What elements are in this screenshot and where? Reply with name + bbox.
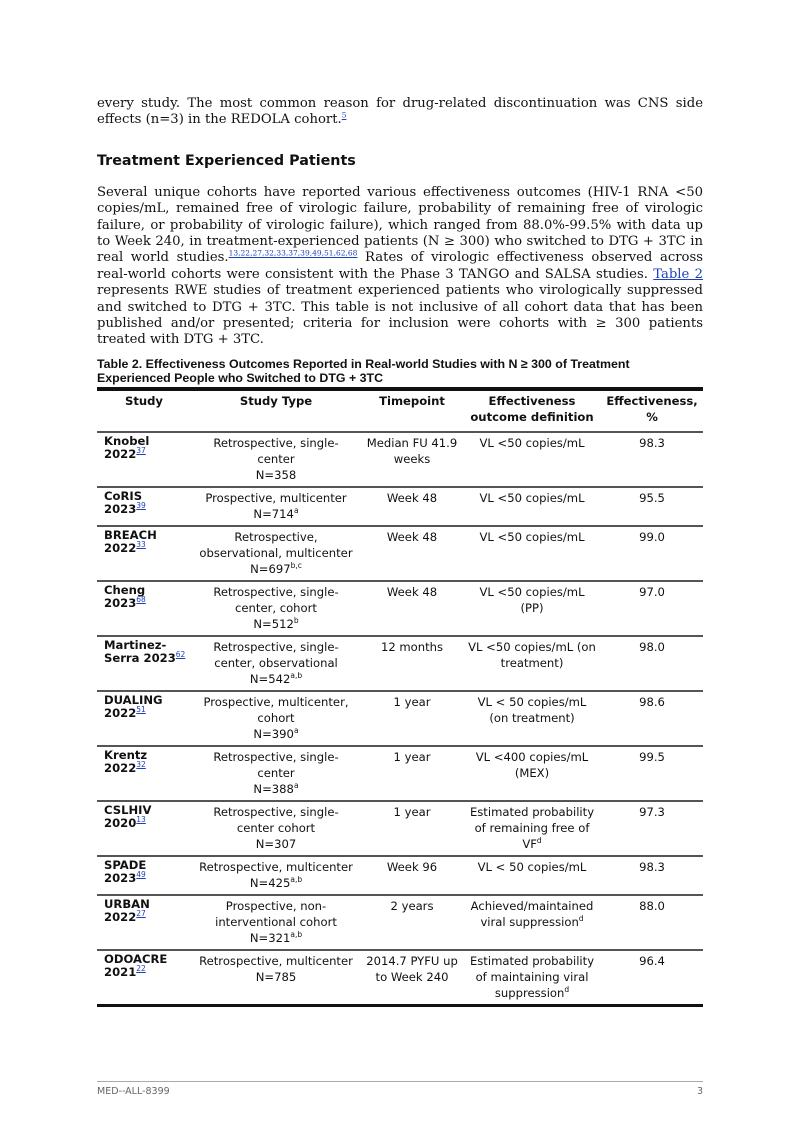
sample-size-value: N=714: [253, 506, 294, 521]
timepoint-cell: 1 year: [393, 804, 431, 819]
sample-size-footnote: a,b: [290, 875, 303, 885]
study-reference-link[interactable]: 39: [136, 501, 146, 511]
sample-size-value: N=358: [255, 467, 297, 482]
outcome-text: VL <50 copies/mL (PP): [479, 584, 585, 615]
sample-size-footnote: a,b: [290, 930, 303, 940]
study-type-cell: [191, 581, 361, 636]
study-name: Krentz 2022: [104, 747, 148, 775]
study-cell: [97, 487, 191, 526]
outcome-text: Achieved/maintained viral suppression: [470, 898, 594, 929]
outcome-cell: [463, 746, 601, 801]
study-cell: [97, 432, 191, 487]
outcome-footnote: d: [536, 836, 542, 846]
outcome-cell: [463, 487, 601, 526]
outcome-cell: [463, 801, 601, 856]
study-cell: [97, 950, 191, 1006]
sample-size: [195, 781, 357, 797]
table-caption: Table 2. Effectiveness Outcomes Reported in Real-world Studies with N ≥ 300 of Treatment Experienced People who Switched to DTG + 3TC: [97, 356, 630, 385]
table-row: [97, 950, 703, 1006]
timepoint-cell: 1 year: [393, 694, 431, 709]
table-row: [97, 636, 703, 691]
main-text-2: Rates of virologic effectiveness observed across real-world cohorts were consistent with the Phase 3 TANGO and SALSA studies.: [97, 250, 703, 282]
study-type-cell: [191, 691, 361, 746]
study-type-cell: [191, 526, 361, 581]
study-reference-link[interactable]: 27: [136, 909, 146, 919]
study-cell: [97, 856, 191, 895]
sample-size-footnote: b,c: [290, 561, 302, 571]
study-name: URBAN 2022: [104, 896, 150, 924]
header-timepoint: Timepoint: [379, 393, 445, 408]
outcome-cell: [463, 895, 601, 950]
outcome-text: Estimated probability of maintaining viral suppression: [469, 953, 595, 1000]
page-footer: [97, 1081, 703, 1097]
table-row: [97, 487, 703, 526]
sample-size: [195, 467, 357, 483]
sample-size: [195, 836, 357, 852]
timepoint-cell: Week 48: [386, 529, 438, 544]
study-cell: [97, 691, 191, 746]
sample-size-value: N=785: [255, 969, 297, 984]
effectiveness-cell: 88.0: [639, 898, 665, 913]
study-type-cell: [191, 801, 361, 856]
study-reference-link[interactable]: 49: [136, 870, 146, 880]
outcome-footnote: d: [564, 985, 570, 995]
page-number: 3: [696, 1086, 703, 1097]
table-row: [97, 856, 703, 895]
timepoint-cell: Week 48: [386, 584, 438, 599]
table-row: [97, 526, 703, 581]
study-reference-link[interactable]: 33: [136, 540, 146, 550]
table-row: [97, 581, 703, 636]
table-2-link[interactable]: Table 2: [653, 266, 703, 282]
sample-size-value: N=512: [253, 616, 294, 631]
study-cell: [97, 581, 191, 636]
outcome-cell: [463, 691, 601, 746]
effectiveness-cell: 98.6: [639, 694, 665, 709]
study-reference-link[interactable]: 32: [136, 760, 146, 770]
sample-size-footnote: a,b: [290, 671, 303, 681]
timepoint-cell: 2 years: [390, 898, 434, 913]
effectiveness-cell: 97.0: [639, 584, 665, 599]
outcome-cell: [463, 432, 601, 487]
outcome-footnote: d: [578, 914, 584, 924]
study-type: Retrospective, single-center: [213, 749, 339, 780]
effectiveness-cell: 96.4: [639, 953, 665, 968]
sample-size-value: N=425: [249, 875, 291, 890]
timepoint-cell: 2014.7 PYFU up to Week 240: [366, 953, 458, 984]
outcome-text: VL <50 copies/mL: [479, 435, 585, 450]
sample-size-value: N=542: [249, 671, 291, 686]
study-cell: [97, 801, 191, 856]
outcome-cell: [463, 636, 601, 691]
study-type: Retrospective, single-center, observational: [213, 639, 339, 670]
sample-size-footnote: a: [293, 726, 299, 736]
sample-size: [195, 930, 357, 946]
sample-size-value: N=697: [250, 561, 291, 576]
study-cell: [97, 895, 191, 950]
sample-size: [195, 671, 357, 687]
sample-size: [195, 969, 357, 985]
table-row: [97, 691, 703, 746]
timepoint-cell: 12 months: [380, 639, 444, 654]
study-type: Retrospective, single-center, cohort: [213, 584, 339, 615]
outcome-text: VL < 50 copies/mL: [477, 859, 587, 874]
study-reference-link[interactable]: 68: [136, 595, 146, 605]
study-name: CSLHIV 2020: [104, 802, 152, 830]
sample-size: [195, 506, 357, 522]
table-row: [97, 801, 703, 856]
sample-size-value: N=390: [253, 726, 294, 741]
sample-size-footnote: b: [293, 616, 299, 626]
study-cell: [97, 636, 191, 691]
effectiveness-cell: 99.0: [639, 529, 665, 544]
page-content: [97, 96, 703, 1007]
table-body: [97, 432, 703, 1006]
outcome-text: VL <50 copies/mL: [479, 490, 585, 505]
study-name: Cheng 2023: [104, 582, 146, 610]
intro-text: every study. The most common reason for drug-related discontinuation was CNS side effects (n=3) in the REDOLA cohort.: [97, 96, 703, 128]
study-type-cell: [191, 487, 361, 526]
study-type: Retrospective, single-center cohort: [213, 804, 339, 835]
study-type: Prospective, non-interventional cohort: [215, 898, 337, 929]
study-reference-link[interactable]: 13: [136, 815, 146, 825]
table-row: [97, 895, 703, 950]
document-id: MED--ALL-8399: [97, 1086, 170, 1097]
study-type: Retrospective, single-center: [213, 435, 339, 466]
table-row: [97, 432, 703, 487]
study-type-cell: [191, 636, 361, 691]
study-type: Retrospective, multicenter: [199, 859, 353, 874]
study-type-cell: [191, 432, 361, 487]
study-type: Prospective, multicenter, cohort: [203, 694, 349, 725]
section-heading: Treatment Experienced Patients: [97, 152, 356, 169]
timepoint-cell: Median FU 41.9 weeks: [366, 435, 458, 466]
effectiveness-cell: 95.5: [639, 490, 665, 505]
effectiveness-table: [97, 387, 703, 1007]
outcome-text: VL <400 copies/mL (MEX): [475, 749, 589, 780]
study-type: Prospective, multicenter: [205, 490, 347, 505]
study-type-cell: [191, 746, 361, 801]
effectiveness-cell: 97.3: [639, 804, 665, 819]
sample-size: [195, 726, 357, 742]
table-row: [97, 746, 703, 801]
sample-size-footnote: a: [293, 781, 299, 791]
timepoint-cell: Week 48: [386, 490, 438, 505]
study-type: Retrospective, multicenter: [199, 953, 353, 968]
outcome-cell: [463, 950, 601, 1006]
table-header-row: [97, 389, 703, 432]
study-reference-link[interactable]: 37: [136, 446, 146, 456]
main-text-3: represents RWE studies of treatment experienced patients who virologically suppressed and switched to DTG + 3TC. This table is not inclusive of all cohort data that has been published and/or presented; criteria for inclusion were cohorts with ≥ 300 patients treated with DTG + 3TC.: [97, 283, 703, 348]
reference-link[interactable]: 5: [341, 111, 347, 121]
timepoint-cell: Week 96: [386, 859, 438, 874]
study-type: Retrospective, observational, multicenter: [199, 529, 353, 560]
sample-size-value: N=388: [253, 781, 294, 796]
sample-size-value: N=307: [255, 836, 297, 851]
sample-size-value: N=321: [249, 930, 291, 945]
main-paragraph: [97, 185, 703, 349]
study-name: DUALING 2022: [104, 692, 163, 720]
study-cell: [97, 526, 191, 581]
study-name: BREACH 2022: [104, 527, 157, 555]
outcome-text: Estimated probability of remaining free of VF: [469, 804, 595, 851]
reference-links[interactable]: 13,22,27,32,33,37,39,49,51,62,68: [228, 249, 358, 259]
sample-size: [195, 561, 357, 577]
study-cell: [97, 746, 191, 801]
outcome-text: VL <50 copies/mL: [479, 529, 585, 544]
study-name: Knobel 2022: [104, 433, 150, 461]
outcome-cell: [463, 856, 601, 895]
header-outcome-definition: Effectiveness outcome definition: [470, 393, 594, 424]
outcome-cell: [463, 526, 601, 581]
sample-size: [195, 875, 357, 891]
effectiveness-cell: 98.0: [639, 639, 665, 654]
timepoint-cell: 1 year: [393, 749, 431, 764]
study-type-cell: [191, 856, 361, 895]
main-text-1: Several unique cohorts have reported various effectiveness outcomes (HIV-1 RNA <50 copies/mL, remained free of virologic failure, probability of remaining free of virologic failure, or probability of virologic failure), which ranged from 88.0%-99.5% with data up to Week 240, in treatment-experienced patients (N ≥ 300) who switched to DTG + 3TC in real world studies.: [97, 184, 703, 266]
effectiveness-cell: 98.3: [639, 435, 665, 450]
effectiveness-cell: 98.3: [639, 859, 665, 874]
header-effectiveness: Effectiveness, %: [606, 393, 698, 424]
header-study-type: Study Type: [239, 393, 313, 408]
header-study: Study: [124, 393, 163, 408]
study-reference-link[interactable]: 22: [136, 964, 146, 974]
effectiveness-cell: 99.5: [639, 749, 665, 764]
outcome-text: VL <50 copies/mL (on treatment): [468, 639, 596, 670]
sample-size: [195, 616, 357, 632]
sample-size-footnote: a: [293, 506, 299, 516]
outcome-cell: [463, 581, 601, 636]
intro-paragraph: [97, 96, 703, 129]
study-name: Martinez-Serra 2023: [104, 637, 176, 665]
study-name: SPADE 2023: [104, 857, 147, 885]
study-reference-link[interactable]: 51: [136, 705, 146, 715]
study-reference-link[interactable]: 62: [175, 650, 186, 660]
outcome-text: VL < 50 copies/mL (on treatment): [477, 694, 587, 725]
study-name: CoRIS 2023: [104, 488, 143, 516]
study-name: ODOACRE 2021: [104, 951, 168, 979]
study-type-cell: [191, 895, 361, 950]
study-type-cell: [191, 950, 361, 1006]
